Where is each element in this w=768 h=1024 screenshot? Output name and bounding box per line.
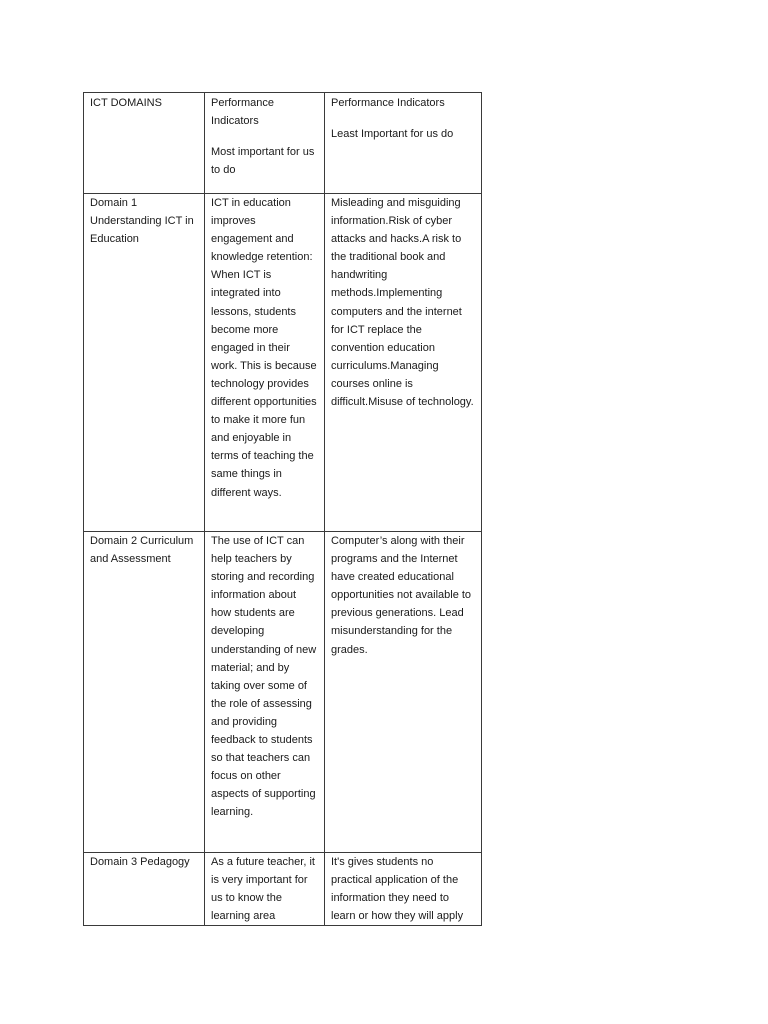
table-row xyxy=(84,194,482,532)
most-important-cell xyxy=(205,853,325,926)
least-important-cell xyxy=(325,532,482,853)
least-important-text: It's gives students no practical application of the information they need to learn or how they will apply xyxy=(331,856,464,923)
header-least-subtitle: Least Important for us do xyxy=(331,128,454,141)
most-important-text: As a future teacher, it is very important for us to know the learning area xyxy=(211,856,315,923)
header-least-important xyxy=(325,93,482,194)
table-header-row xyxy=(84,93,482,194)
table-row xyxy=(84,532,482,853)
least-important-cell xyxy=(325,194,482,532)
header-most-subtitle: Most important for us to do xyxy=(211,146,315,177)
least-important-text: Computer’s along with their programs and the Internet have created educational opportunities not available to previous generations. Lead misunderstanding for the grades. xyxy=(331,535,472,656)
domain-cell xyxy=(84,194,205,532)
ict-domains-table xyxy=(83,92,482,926)
least-important-text: Misleading and misguiding information.Risk of cyber attacks and hacks.A risk to the traditional book and handwriting methods.Implementing computers and the internet for ICT replace the convention education curriculums.Managing courses online is difficult.Misuse of technology. xyxy=(331,197,474,409)
table-row xyxy=(84,853,482,926)
most-important-text: The use of ICT can help teachers by storing and recording information about how students are developing understanding of new material; and by taking over some of the role of assessing and providing feedback to students so that teachers can focus on other aspects of supporting learning. xyxy=(211,535,317,819)
header-most-title: Performance Indicators xyxy=(211,97,274,128)
least-important-cell xyxy=(325,853,482,926)
domain-cell xyxy=(84,853,205,926)
header-ict-domains-text: ICT DOMAINS xyxy=(90,97,162,109)
header-least-title: Performance Indicators xyxy=(331,97,445,109)
header-most-important xyxy=(205,93,325,194)
most-important-cell xyxy=(205,194,325,532)
domain-cell xyxy=(84,532,205,853)
domain-name: Domain 1 Understanding ICT in Education xyxy=(90,197,194,246)
most-important-cell xyxy=(205,532,325,853)
domain-name: Domain 3 Pedagogy xyxy=(90,856,190,868)
header-ict-domains xyxy=(84,93,205,194)
most-important-text: ICT in education improves engagement and knowledge retention: When ICT is integrated into lessons, students become more engaged in their work. This is because technology provides different opportunities to make it more fun and enjoyable in terms of teaching the same things in different ways. xyxy=(211,197,317,499)
domain-name: Domain 2 Curriculum and Assessment xyxy=(90,535,194,566)
